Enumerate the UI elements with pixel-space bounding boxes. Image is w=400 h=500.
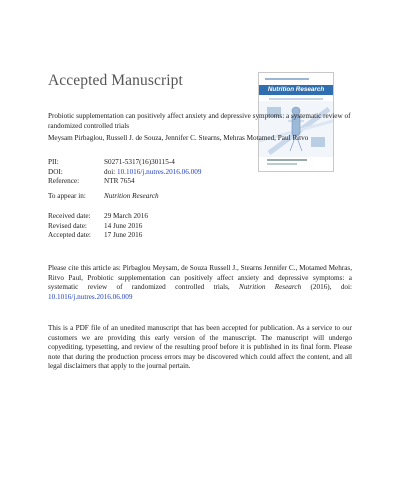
reference-row <box>48 177 348 187</box>
citation-doi-link[interactable]: 10.1016/j.nutres.2016.06.009 <box>48 292 133 301</box>
doi-link[interactable]: 10.1016/j.nutres.2016.06.009 <box>116 167 202 176</box>
received-row <box>48 212 348 222</box>
article-authors: Meysam Pirbaglou, Russell J. de Souza, Jennifer C. Stearns, Mehras Motamed, Paul Ritvo <box>48 134 309 142</box>
citation-journal: Nutrition Research <box>239 283 302 292</box>
accepted-row <box>48 231 348 241</box>
citation-doi-prefix: doi: <box>340 283 353 292</box>
received-value: 29 March 2016 <box>104 212 148 220</box>
appear-row <box>48 192 348 202</box>
citation-year: (2016), <box>310 283 332 292</box>
revised-value: 14 June 2016 <box>104 221 143 230</box>
reference-value: NTR 7654 <box>104 177 135 186</box>
revised-label: Revised date: <box>48 221 87 230</box>
received-label: Received date: <box>48 212 91 220</box>
appear-block <box>48 192 348 202</box>
disclaimer-paragraph: This is a PDF file of an unedited manuscript that has been accepted for publication. As a service to our customers we are providing this early version of the manuscript. The manuscript will undergo copyediting, typesetting, and review of the resulting proof before it is published in its final form. Please note that during the production process errors may be discovered which could affect the content, and all legal disclaimers that apply to the journal pertain. <box>48 324 352 371</box>
accepted-value: 17 June 2016 <box>104 231 143 240</box>
revised-row <box>48 222 348 232</box>
pii-value: S0271-5317(16)30115-4 <box>104 158 175 166</box>
pii-row <box>48 158 348 168</box>
doi-prefix: doi: <box>104 167 116 176</box>
cover-journal-title: Nutrition Research <box>267 86 325 93</box>
cover-top-rule <box>265 78 309 80</box>
doi-label: DOI: <box>48 167 63 176</box>
appear-value: Nutrition Research <box>104 192 159 200</box>
pii-label: PII: <box>48 158 59 166</box>
identifier-block <box>48 158 348 187</box>
article-title: Probiotic supplementation can positively affect anxiety and depressive symptoms: a systematic review of randomized controlled trials <box>48 112 351 130</box>
accepted-label: Accepted date: <box>48 231 91 240</box>
accepted-manuscript-heading: Accepted Manuscript <box>48 72 183 89</box>
citation-paragraph <box>48 264 352 302</box>
cover-subtitle-rule <box>269 98 323 100</box>
doi-row <box>48 168 348 178</box>
reference-label: Reference: <box>48 177 80 186</box>
citation-text: Please cite this article as: Pirbaglou Meysam, de Souza Russell J., Stearns Jennifer C., Motamed Mehras, Ritvo Paul, Probiotic supplementation can positively affect anxiety and depressive symptoms: a systematic review of randomized controlled trials, <box>48 264 352 292</box>
dates-block <box>48 212 348 241</box>
appear-label: To appear in: <box>48 192 86 200</box>
